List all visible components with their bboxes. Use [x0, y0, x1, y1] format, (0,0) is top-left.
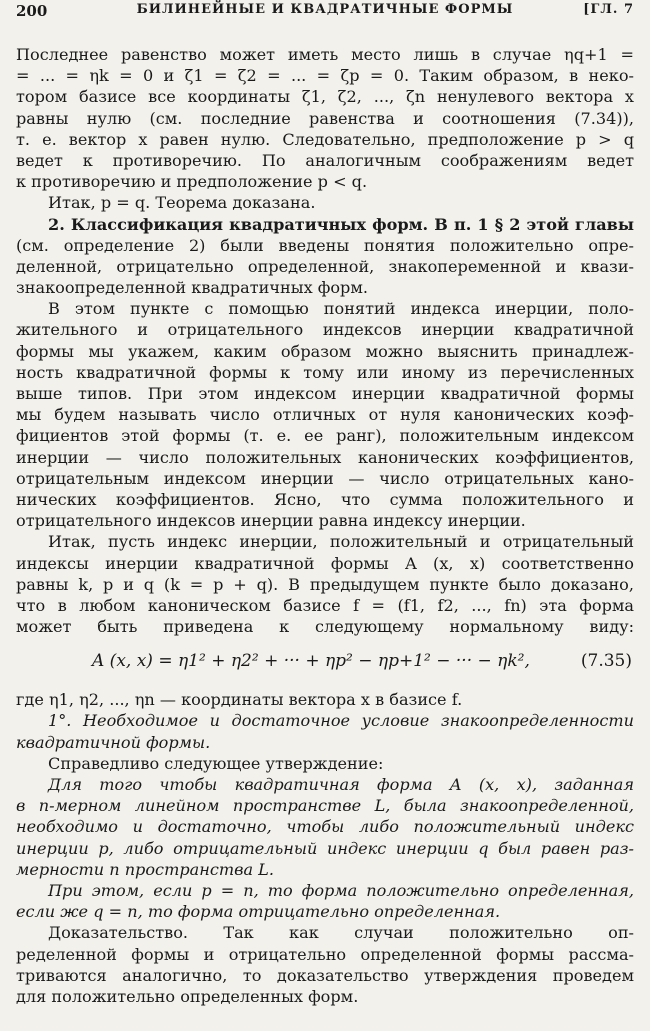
chapter-label: [ГЛ. 7: [583, 2, 634, 17]
text-line: формы мы укажем, каким образом можно выяснить принадлеж-: [16, 341, 634, 361]
text-line: жительного и отрицательного индексов инерции квадратичной: [16, 320, 634, 340]
text-line: отрицательным индексом инерции — число отрицательных кано-: [16, 468, 634, 488]
text-line: тором базисе все координаты ζ1, ζ2, ..., ζn ненулевого вектора x: [16, 87, 634, 107]
text-line: ведет к противоречию. По аналогичным соображениям ведет: [16, 150, 634, 170]
text-line: В этом пункте с помощью понятий индекса инерции, поло-: [48, 299, 634, 319]
section-heading-line: 2. Классификация квадратичных форм. В п. 1 § 2 этой главы: [48, 214, 634, 234]
text-line: мы будем называть число отличных от нуля канонических коэф-: [16, 405, 634, 425]
theorem-line: мерности n пространства L.: [16, 859, 274, 879]
text-line: для положительно определенных форм.: [16, 986, 359, 1006]
text-line: выше типов. При этом индексом инерции квадратичной формы: [16, 384, 634, 403]
theorem-line: При этом, если p = n, то форма положительно определенная,: [48, 880, 634, 900]
text-line: где η1, η2, ..., ηn — координаты вектора x в базисе f.: [16, 690, 463, 710]
theorem-line: Для того чтобы квадратичная форма A (x, x), заданная: [48, 775, 634, 794]
proof-line: Доказательство. Так как случаи положительно оп-: [48, 923, 634, 943]
text-line: т. е. вектор x равен нулю. Следовательно, предположение p > q: [16, 129, 634, 149]
text-line: деленной, отрицательно определенной, знакопеременной и квази-: [16, 256, 634, 276]
text-line: к противоречию и предположение p < q.: [16, 172, 368, 192]
text-line: Итак, p = q. Теорема доказана.: [48, 193, 316, 213]
theorem-line: необходимо и достаточно, чтобы либо положительный индекс: [16, 817, 634, 837]
theorem-line: в n-мерном линейном пространстве L, была знакоопределенной,: [16, 796, 634, 816]
equation-expression: A (x, x) = η1² + η2² + ··· + ηp² − ηp+1² − ··· − ηk²,: [92, 651, 530, 672]
running-header: [16, 2, 634, 26]
running-title: БИЛИНЕЙНЫЕ И КВАДРАТИЧНЫЕ ФОРМЫ: [136, 2, 514, 17]
text-line: (см. определение 2) были введены понятия положительно опре-: [16, 235, 634, 255]
text-line: триваются аналогично, то доказательство утверждения проведем: [16, 965, 634, 985]
text-line: что в любом каноническом базисе f = (f1, f2, ..., fn) эта форма: [16, 595, 634, 615]
text-line: ность квадратичной формы к тому или иному из перечисленных: [16, 362, 634, 382]
text-line: знакоопределенной квадратичных форм.: [16, 278, 368, 298]
page-body: [16, 44, 634, 1007]
theorem-line: инерции p, либо отрицательный индекс инерции q был равен раз-: [16, 838, 634, 858]
text-line: индексы инерции квадратичной формы A (x, x) соответственно: [16, 553, 634, 573]
page-number: 200: [16, 2, 48, 20]
text-line: равны нулю (см. последние равенства и соотношения (7.34)),: [16, 108, 634, 128]
text-line: инерции — число положительных канонических коэффициентов,: [16, 447, 634, 467]
text-line: фициентов этой формы (т. е. ее ранг), положительным индексом: [16, 426, 634, 446]
text-line: Справедливо следующее утверждение:: [48, 753, 384, 773]
text-line: Последнее равенство может иметь место лишь в случае ηq+1 =: [16, 45, 634, 64]
text-line: Итак, пусть индекс инерции, положительный и отрицательный: [48, 532, 634, 552]
text-line: может быть приведена к следующему нормальному виду:: [16, 617, 634, 637]
text-line: отрицательного индексов инерции равна индексу инерции.: [16, 511, 526, 531]
theorem-line: если же q = n, то форма отрицательно определенная.: [16, 902, 501, 922]
subsection-heading-line: 1°. Необходимое и достаточное условие знакоопределенности: [48, 711, 634, 731]
text-line: равны k, p и q (k = p + q). В предыдущем пункте было доказано,: [16, 574, 634, 594]
text-line: нических коэффициентов. Ясно, что сумма положительного и: [16, 489, 634, 509]
text-line: = ... = ηk = 0 и ζ1 = ζ2 = ... = ζp = 0. Таким образом, в неко-: [16, 66, 634, 86]
text-line: ределенной формы и отрицательно определенной формы рассма-: [16, 944, 634, 964]
equation-number: (7.35): [580, 651, 632, 672]
subsection-heading-line: квадратичной формы.: [16, 732, 211, 752]
equation-7-35: [16, 637, 634, 689]
